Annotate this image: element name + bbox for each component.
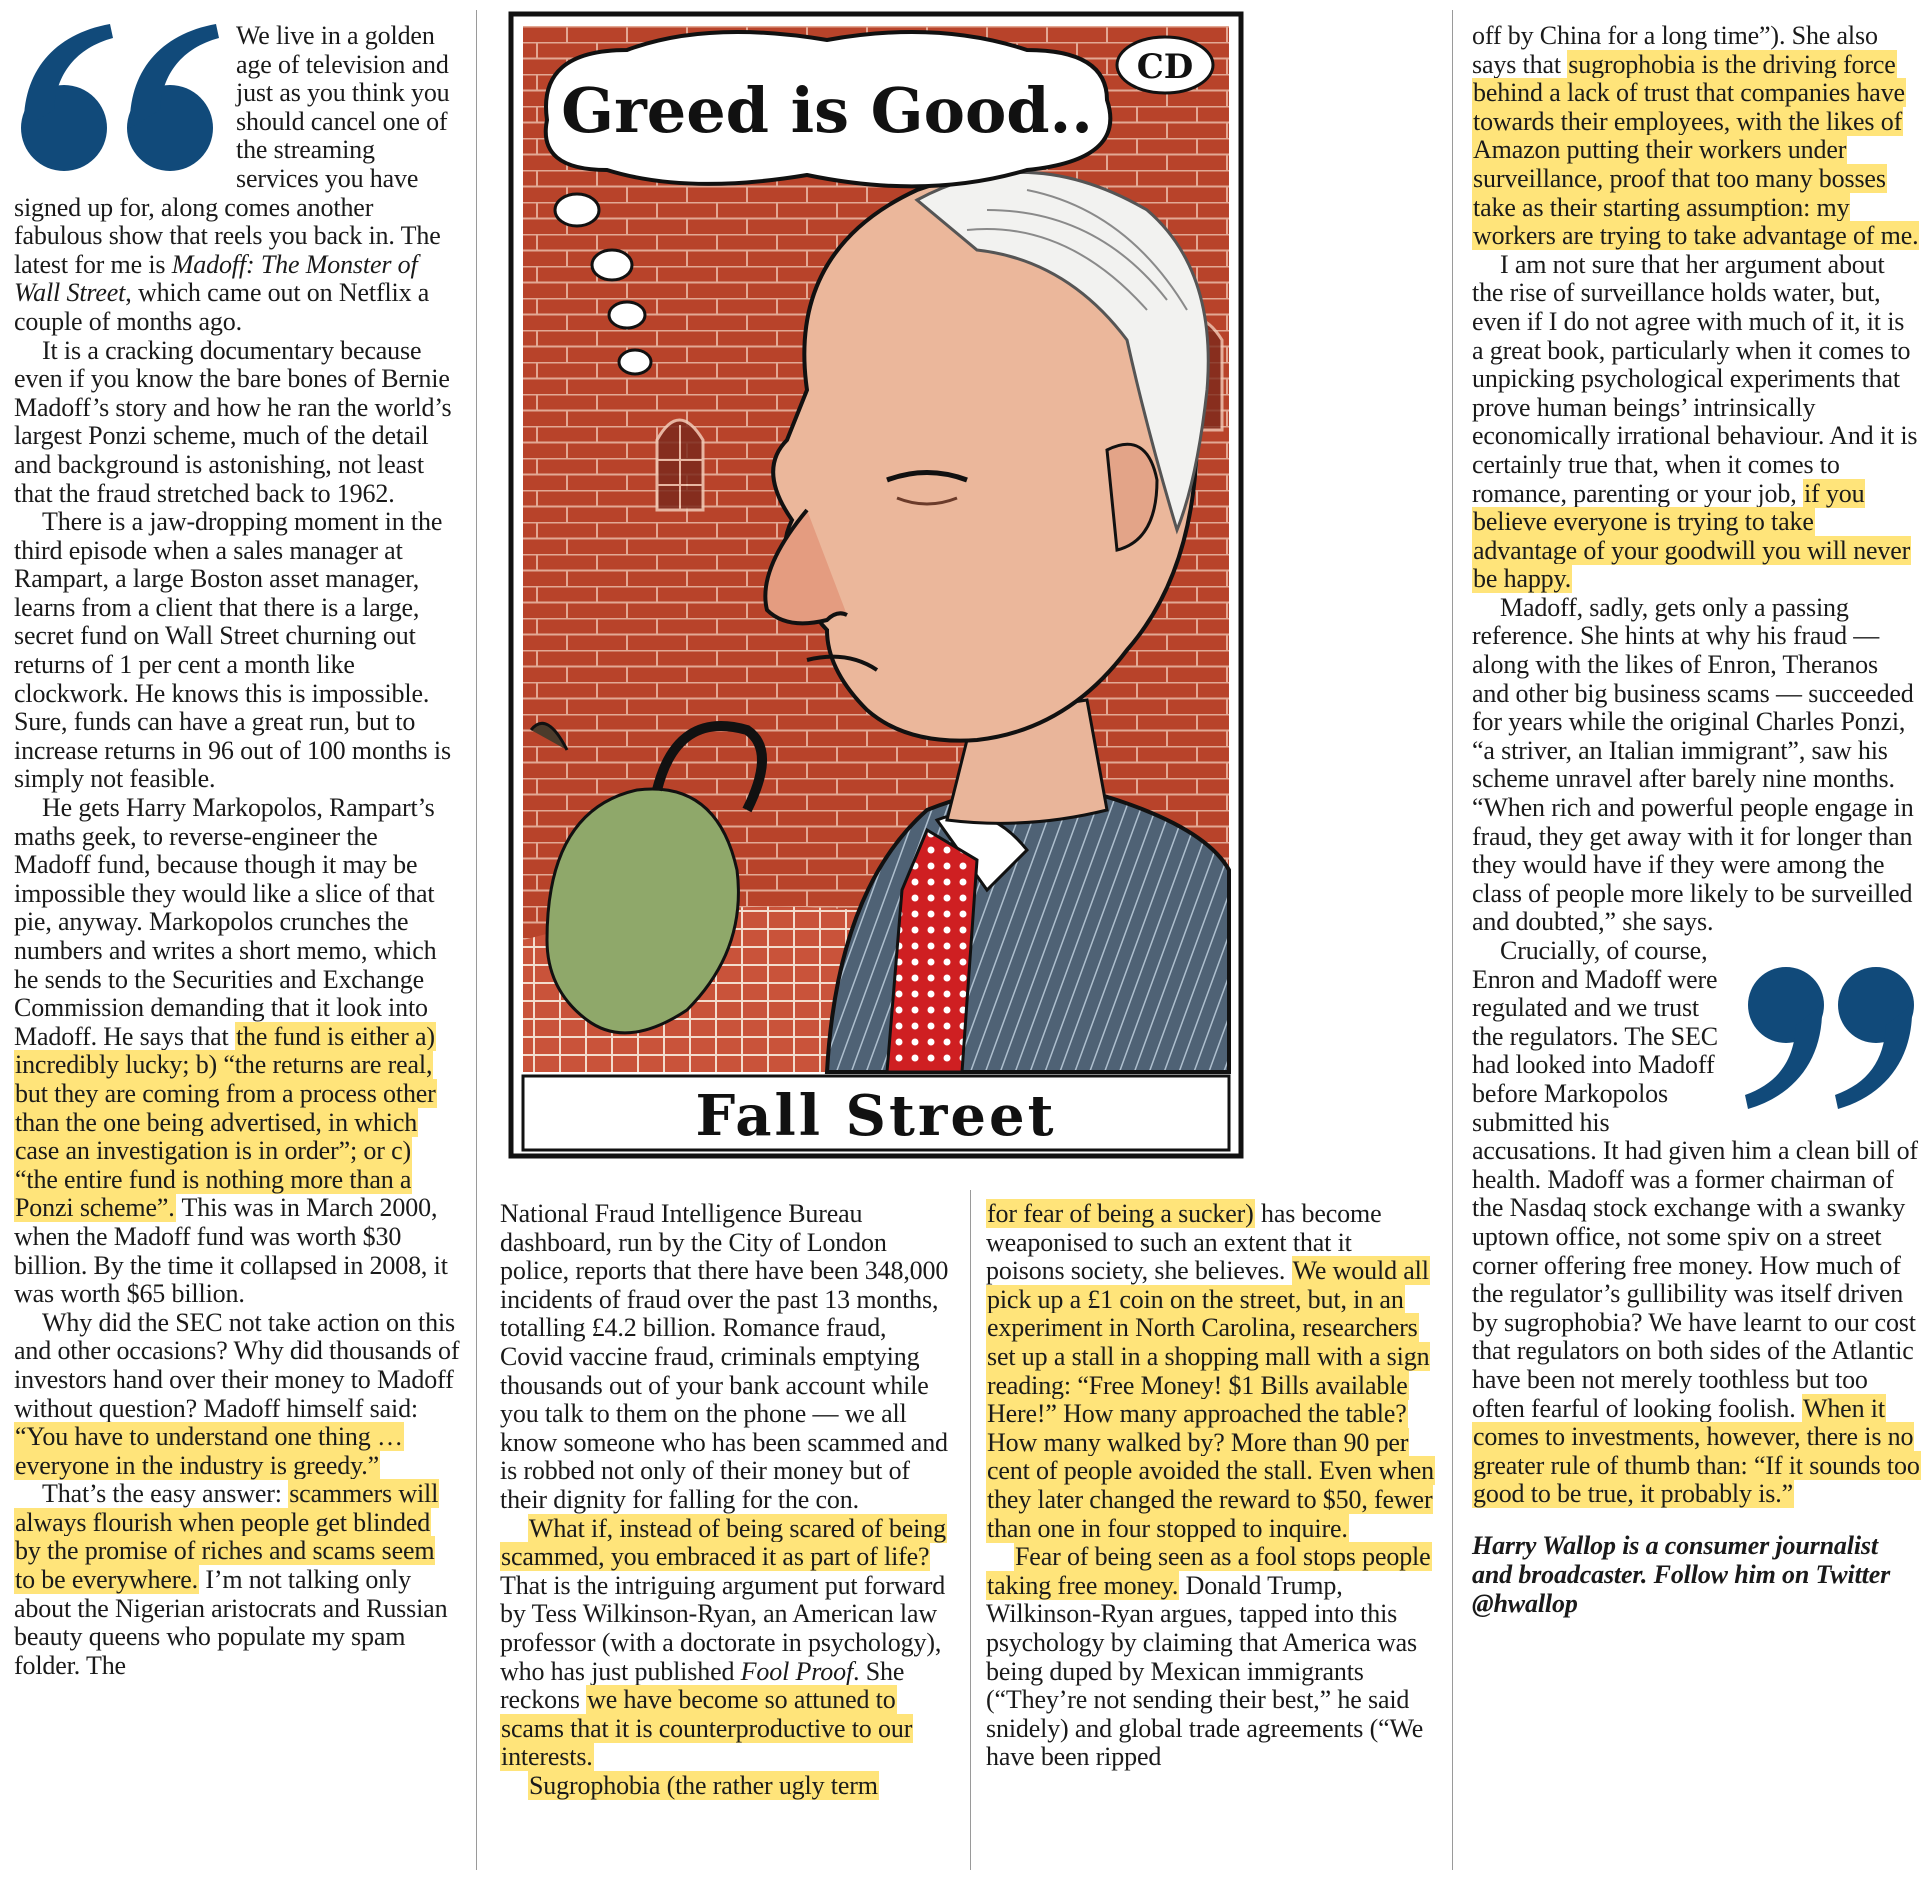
highlighted-text: What if, instead of being scared of being scammed, you embraced it as part of life?: [501, 1513, 946, 1572]
highlighted-text: if you believe everyone is trying to take advantage of your goodwill you will never be happy.: [1473, 478, 1911, 594]
paragraph: [500, 1772, 950, 1801]
paragraph: off by China for a long time”). She also says that sugrophobia is the driving force behind a lack of trust that companies have towards their employees, with the likes of Amazon putting their workers under surveillance, proof that too many bosses take as their starting assumption: my workers are trying to take advantage of me.: [1472, 21, 1919, 251]
paragraph: Crucially, of course, Enron and Madoff were regulated and we trust the regulators. The SEC had looked into Madoff before Markopolos submitted his accusations. It had given him a clean bill of health. Madoff was a former chairman of the Nasdaq stock exchange with a swanky uptown office, not some spiv on a street corner offering free money. How much of the regulator’s gullibility was itself driven by sugrophobia? We have learnt to our cost that regulators on both sides of the Atlantic have been not merely toothless but too often fearful of looking foolish. When it comes to investments, however, there is no greater rule of thumb than: “If it sounds too good to be true, it probably is.”: [1472, 936, 1920, 1509]
paragraph: We live in a golden age of television and just as you think you should cancel one of the streaming services you have signed up for, along comes another fabulous show that reels you back in. The latest for me is Madoff: The Monster of Wall Street, which came out on Netflix a couple of months ago.: [14, 21, 450, 336]
paragraph: Why did the SEC not take action on this and other occasions? Why did thousands of investors hand over their money to Madoff without question? Madoff himself said: “You have to understand one thing … everyone in the industry is greedy.”: [14, 1307, 460, 1480]
highlighted-text: Sugrophobia (the rather ugly term: [529, 1770, 878, 1800]
column-rule: [1452, 10, 1453, 1870]
paragraph: It is a cracking documentary because even if you know the bare bones of Bernie Madoff’s story and how he ran the world’s largest Ponzi scheme, much of the detail and background is astonishing, not least that the fraud stretched back to 1962.: [14, 335, 452, 508]
close-quote-icon: [1744, 963, 1920, 1113]
paragraph: What if, instead of being scared of being scammed, you embraced it as part of life? That is the intriguing argument put forward by Tess Wilkinson-Ryan, an American law professor (with a doctorate in psychology), who has just published Fool Proof. She reckons we have become so attuned to scams that it is counterproductive to our interests.: [500, 1513, 946, 1772]
highlighted-text: the fund is either a) incredibly lucky; b) “the returns are real, but they are coming from a process other than the one being advertised, in which case an investigation is in order”; or c) “the entire fund is nothing more than a Ponzi scheme”.: [15, 1021, 436, 1223]
paragraph: Madoff, sadly, gets only a passing reference. She hints at why his fraud — along with the likes of Enron, Theranos and other big business scams — succeeded for years while the original Charles Ponzi, “a striver, an Italian immigrant”, saw his scheme unravel after barely nine months. “When rich and powerful people engage in fraud, they get away with it for longer than they would have if they were among the class of people more likely to be surveilled and doubted,” she says.: [1472, 592, 1914, 937]
highlighted-text: When it comes to investments, however, there is no greater rule of thumb than: “If it sounds too good to be true, it probably is.”: [1473, 1393, 1920, 1509]
paragraph: That’s the easy answer: scammers will always flourish when people get blinded by the promise of riches and scams seem to be everywhere. I’m not talking only about the Nigerian aristocrats and Russian beauty queens who populate my spam folder. The: [14, 1479, 448, 1680]
paragraph: There is a jaw-dropping moment in the third episode when a sales manager at Rampart, a large Boston asset manager, learns from a client that there is a large, secret fund on Wall Street churning out returns of 1 per cent a month like clockwork. He knows this is impossible. Sure, funds can have a great run, but to increase returns in 96 out of 100 months is simply not feasible.: [14, 507, 451, 794]
highlighted-text: for fear of being a sucker): [987, 1199, 1254, 1228]
author-byline: Harry Wallop is a consumer journalist and broadcaster. Follow him on Twitter @hwallop: [1472, 1530, 1891, 1618]
highlighted-text: we have become so attuned to scams that it is counterproductive to our interests.: [501, 1685, 913, 1772]
cartoon-illustration: [507, 10, 1245, 1160]
article-column-4: [1472, 22, 1920, 1878]
highlighted-text: Fear of being seen as a fool stops people taking free money.: [987, 1542, 1431, 1600]
paragraph: for fear of being a sucker) has become weaponised to such an extent that it poisons society, she believes. We would all pick up a £1 coin on the street, but, in an experiment in North Carolina, researchers set up a stall in a shopping mall with a sign reading: “Free Money! $1 Bills available Here!” How many approached the table? How many walked by? More than 90 per cent of people avoided the stall. Even when they later changed the reward to $50, fewer than one in four stopped to inquire.: [986, 1199, 1434, 1543]
signature-text: CD: [1136, 47, 1194, 87]
open-quote-icon: [14, 24, 222, 172]
paragraph: He gets Harry Markopolos, Rampart’s maths geek, to reverse-engineer the Madoff fund, because though it may be impossible they would like a slice of that pie, anyway. Markopolos crunches the numbers and writes a short memo, which he sends to the Securities and Exchange Commission demanding that it look into Madoff. He says that the fund is either a) incredibly lucky; b) “the returns are real, but they are coming from a process other than the one being advertised, in which case an investigation is in order”; or c) “the entire fund is nothing more than a Ponzi scheme”. This was in March 2000, when the Madoff fund was worth $30 billion. By the time it collapsed in 2008, it was worth $65 billion.: [14, 793, 448, 1309]
highlighted-text: “You have to understand one thing … everyone in the industry is greedy.”: [15, 1422, 403, 1480]
article-column-3: [986, 1200, 1436, 1878]
thought-text: Greed is Good..: [561, 74, 1093, 147]
paragraph: Fear of being seen as a fool stops people taking free money. Donald Trump, Wilkinson-Ryan argues, tapped into this psychology by claiming that America was being duped by Mexican immigrants (“They’re not sending their best,” he said snidely) and global trade agreements (“We have been ripped: [986, 1542, 1431, 1772]
highlighted-text: sugrophobia is the driving force behind a lack of trust that companies have towards their employees, with the likes of Amazon putting their workers under surveillance, proof that too many bosses take as their starting assumption: my workers are trying to take advantage of me.: [1473, 49, 1919, 251]
highlighted-text: scammers will always flourish when people get blinded by the promise of riches and scams seem to be everywhere.: [15, 1479, 439, 1595]
arched-window: [657, 420, 703, 510]
paragraph: I am not sure that her argument about the rise of surveillance holds water, but, even if I do not agree with much of it, it is a great book, particularly when it comes to unpicking psychological experiments that prove human beings’ intrinsically economically irrational behaviour. And it is certainly true that, when it comes to romance, parenting or your job, if you believe everyone is trying to take advantage of your goodwill you will never be happy.: [1472, 249, 1918, 594]
column-rule: [970, 1190, 971, 1870]
article-column-1: [14, 22, 460, 1878]
column-rule: [476, 10, 477, 1870]
paragraph: National Fraud Intelligence Bureau dashboard, run by the City of London police, reports that there have been 348,000 incidents of fraud over the past 13 months, totalling £4.2 billion. Romance fraud, Covid vaccine fraud, criminals emptying thousands out of your bank account while you talk to them on the phone — we all know someone who has been scammed and is robbed not only of their money but of their dignity for falling for the con.: [500, 1199, 949, 1514]
highlighted-text: We would all pick up a £1 coin on the street, but, in an experiment in North Carolina, researchers set up a stall in a shopping mall with a sign reading: “Free Money! $1 Bills available Here!” How many approached the table? How many walked by? More than 90 per cent of people avoided the stall. Even when they later changed the reward to $50, fewer than one in four stopped to inquire.: [987, 1256, 1434, 1543]
article-column-2: [500, 1200, 950, 1878]
cartoon-caption: Fall Street: [695, 1083, 1057, 1149]
